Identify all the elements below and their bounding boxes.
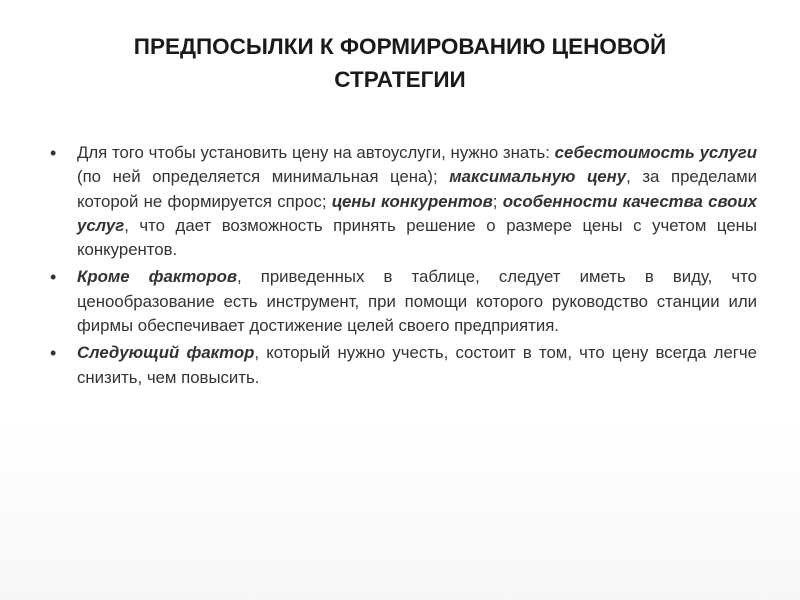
slide-title-line-2: СТРАТЕГИИ xyxy=(334,67,466,92)
bullet-1-emphasis-cost: себестоимость услуги xyxy=(554,143,757,162)
bullet-item-2 xyxy=(50,265,757,338)
bullet-1-emphasis-competitor-prices: цены конкурентов xyxy=(331,191,493,211)
bullet-1-text-5: , что дает возможность принять решение о размере цены с учетом цены конкурентов. xyxy=(77,215,757,260)
bullet-item-1 xyxy=(50,141,757,262)
bullet-2-emphasis-factors: Кроме факторов xyxy=(77,267,237,287)
bullet-marker: • xyxy=(50,343,57,364)
bullet-1-emphasis-quality: особенности качества своих услуг xyxy=(77,191,758,235)
bullet-list xyxy=(50,141,757,393)
slide-title xyxy=(40,30,760,96)
bullet-2-text-1: , приведенных в таблице, следует иметь в виду, что ценообразование есть инструмент, при помощи которого руководство станции или фирмы обеспечивает достижение целей своего предприятия. xyxy=(77,267,757,336)
bullet-marker: • xyxy=(50,143,57,163)
bullet-1-text-2: (по ней определяется минимальная цена); xyxy=(77,167,450,187)
bullet-3-text-1: , который нужно учесть, состоит в том, что цену всегда легче снизить, чем повысить. xyxy=(77,343,757,387)
bullet-3-emphasis-next-factor: Следующий фактор xyxy=(77,343,255,363)
bullet-item-3 xyxy=(50,341,757,390)
bullet-1-text-3: , за пределами которой не формируется спрос; xyxy=(77,167,757,211)
bullet-1-text-1: Для того чтобы установить цену на автоуслуги, нужно знать: xyxy=(77,143,555,162)
slide-title-line-1: ПРЕДПОСЫЛКИ К ФОРМИРОВАНИЮ ЦЕНОВОЙ xyxy=(133,34,667,59)
bullet-marker: • xyxy=(50,267,57,288)
bullet-1-text-4: ; xyxy=(492,191,503,211)
bullet-1-emphasis-max-price: максимальную цену xyxy=(449,167,627,187)
